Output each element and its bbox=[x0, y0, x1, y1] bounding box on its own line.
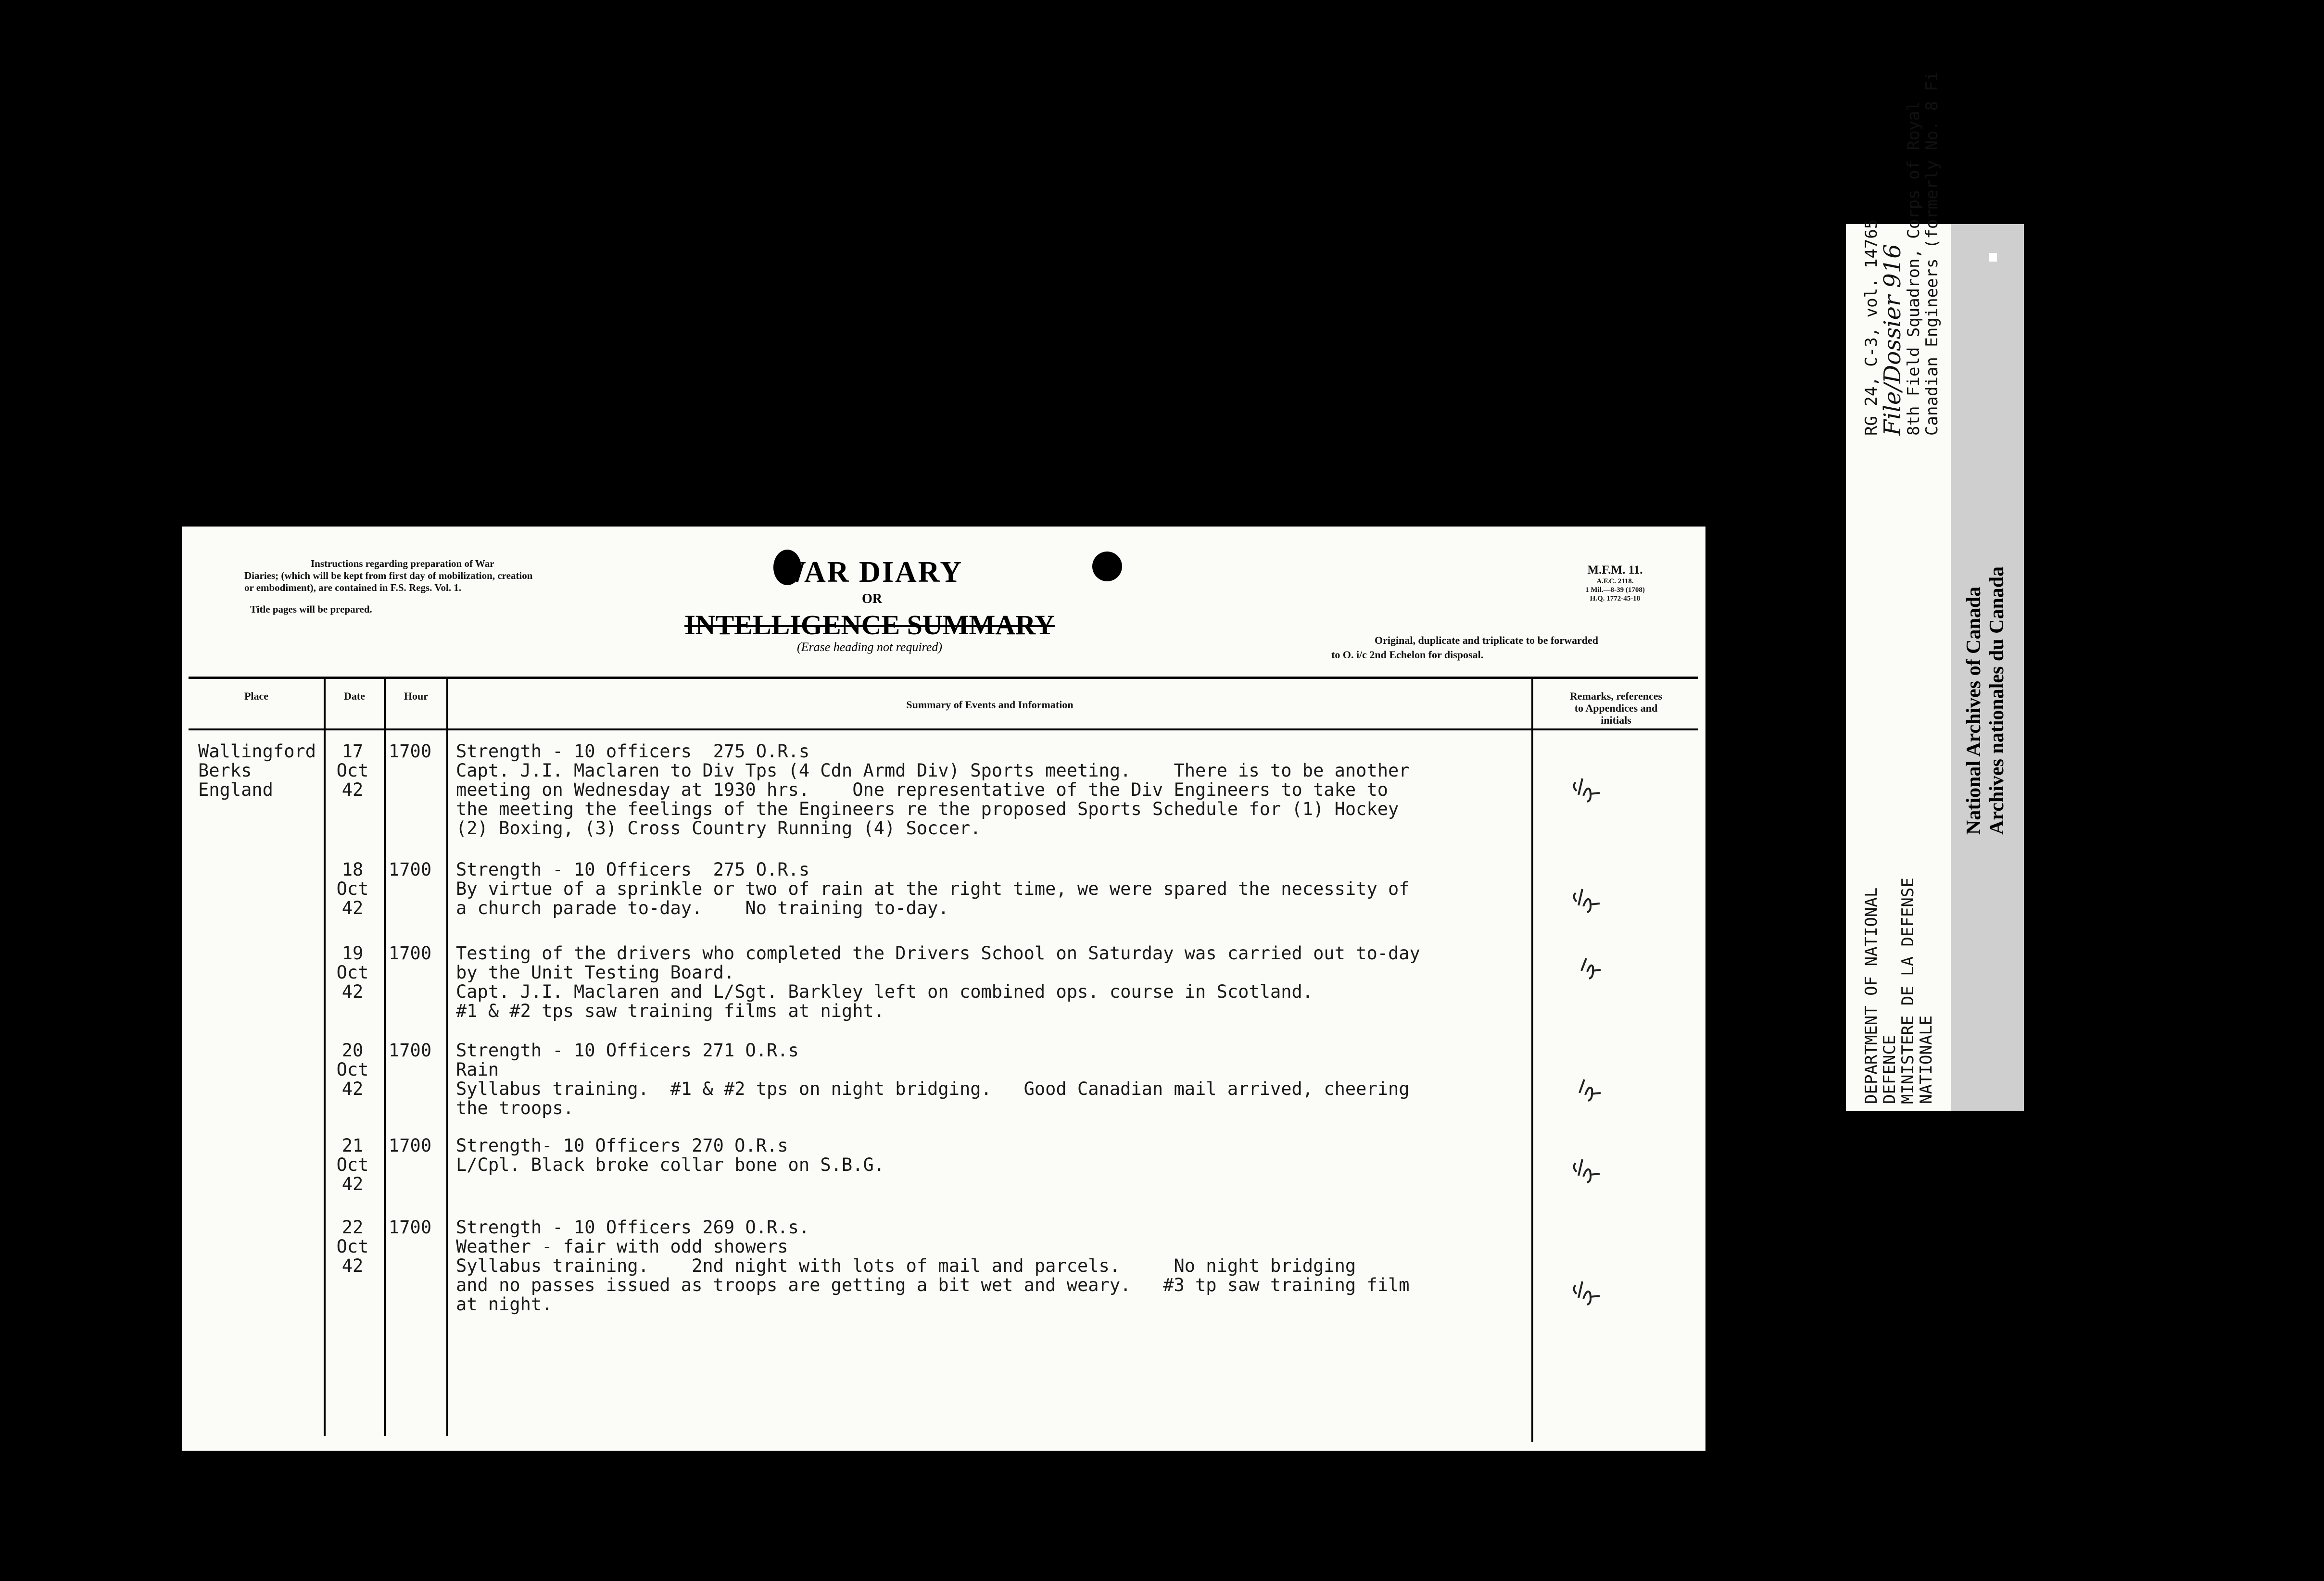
archive-label-strip bbox=[1846, 71, 1951, 1111]
col-divider-remarks bbox=[1531, 677, 1533, 1442]
archive-label-gray-strip bbox=[1951, 224, 2024, 1111]
place-line2: Berks bbox=[198, 760, 252, 781]
initials-signature bbox=[1562, 1153, 1639, 1186]
col-header-hour: Hour bbox=[404, 690, 429, 702]
form-ref-3: H.Q. 1772-45-18 bbox=[1590, 595, 1641, 602]
col-header-place: Place bbox=[244, 690, 269, 702]
initials-signature bbox=[1562, 950, 1639, 983]
entry-day: 22 bbox=[341, 1217, 364, 1238]
entry-date bbox=[321, 742, 384, 800]
instructions-text: Diaries; (which will be kept from first day of mobilization, creation or embodiment), are contained in F.S. Regs. Vol. 1. bbox=[244, 570, 533, 593]
initials-signature bbox=[1562, 772, 1639, 805]
dept-line2: DEFENCE bbox=[1880, 1035, 1899, 1104]
instructions-line1: Instructions regarding preparation of War bbox=[311, 558, 494, 569]
entry-text: Strength - 10 Officers 275 O.R.s By virtue of a sprinkle or two of rain at the right time, we were spared the necessity of a church parade to-day. No training to-day. bbox=[456, 859, 1410, 918]
national-archives-label bbox=[1962, 566, 2008, 835]
form-ref-1: A.F.C. 2118. bbox=[1596, 577, 1634, 585]
form-title bbox=[682, 555, 1115, 654]
place-line3: England bbox=[198, 779, 273, 800]
nac-french: Archives nationales du Canada bbox=[1986, 566, 2008, 835]
remarks-line2: to Appendices and bbox=[1574, 702, 1658, 714]
entry-date bbox=[321, 1136, 384, 1194]
entry-month: Oct bbox=[336, 1236, 369, 1257]
archive-ref-line1: RG 24, C-3, vol. 14765 bbox=[1862, 219, 1881, 436]
archive-ref-line2: File/Dossier 916 bbox=[1879, 244, 1906, 436]
disposal-note-line1: Original, duplicate and triplicate to be forwarded bbox=[1375, 634, 1599, 646]
disposal-note bbox=[1331, 633, 1697, 662]
entry-date bbox=[321, 1218, 384, 1276]
entry-hour: 1700 bbox=[389, 859, 432, 880]
nac-english: National Archives of Canada bbox=[1963, 586, 1985, 835]
place-line1: Wallingford bbox=[198, 741, 316, 762]
form-code: M.F.M. 11. bbox=[1587, 564, 1643, 577]
col-divider-date bbox=[384, 677, 386, 1436]
war-diary-title: WAR DIARY bbox=[776, 556, 963, 589]
archive-ref-line3: 8th Field Squadron, Corps of Royal bbox=[1904, 101, 1923, 436]
entry-date bbox=[321, 1041, 384, 1099]
entry-text: Strength - 10 Officers 271 O.R.s Rain Syllabus training. #1 & #2 tps on night bridging. Good Canadian mail arrived, cheering the troops. bbox=[456, 1040, 1410, 1118]
entry-month: Oct bbox=[336, 878, 369, 899]
entry-text: Strength- 10 Officers 270 O.R.s L/Cpl. Black broke collar bone on S.B.G. bbox=[456, 1135, 885, 1175]
entry-day: 21 bbox=[341, 1135, 364, 1156]
entry-month: Oct bbox=[336, 760, 369, 781]
entry-day: 20 bbox=[341, 1040, 364, 1061]
col-header-summary: Summary of Events and Information bbox=[906, 699, 1074, 711]
entry-month: Oct bbox=[336, 1059, 369, 1080]
entry-year: 42 bbox=[341, 779, 364, 800]
remarks-line1: Remarks, references bbox=[1569, 690, 1663, 702]
erase-heading-note: (Erase heading not required) bbox=[796, 640, 943, 654]
entry-date bbox=[321, 944, 384, 1002]
dept-line3: MINISTERE DE LA DEFENSE bbox=[1898, 878, 1918, 1104]
place-cell bbox=[198, 742, 316, 800]
archive-reference bbox=[1862, 72, 1941, 436]
title-pages-note: Title pages will be prepared. bbox=[250, 603, 372, 615]
form-code-block bbox=[1562, 564, 1668, 603]
entry-day: 19 bbox=[341, 943, 364, 964]
entry-text: Strength - 10 officers 275 O.R.s Capt. J.I. Maclaren to Div Tps (4 Cdn Armd Div) Sports meeting. There is to be another meeting on Wednesday at 1930 hrs. One representative of the Div Engineers to take to the meeting the feelings of the Engineers re the proposed Sports Schedule for (1) Hockey (2) Boxing, (3) Cross Country Running (4) Soccer. bbox=[456, 741, 1410, 839]
col-header-date: Date bbox=[344, 690, 365, 702]
header-bottom-rule bbox=[189, 728, 1698, 730]
entry-month: Oct bbox=[336, 1154, 369, 1175]
remarks-line3: initials bbox=[1601, 714, 1631, 726]
entry-year: 42 bbox=[341, 981, 364, 1002]
entry-hour: 1700 bbox=[389, 1040, 432, 1061]
entry-date bbox=[321, 860, 384, 918]
entry-hour: 1700 bbox=[389, 741, 432, 762]
dept-line4: NATIONALE bbox=[1917, 1015, 1936, 1104]
entry-text: Strength - 10 Officers 269 O.R.s. Weather - fair with odd showers Syllabus training. 2nd night with lots of mail and parcels. No night bridging and no passes issued as troops are getting a bit wet and weary. #3 tp saw training film at night. bbox=[456, 1217, 1410, 1315]
entry-hour: 1700 bbox=[389, 943, 432, 964]
war-diary-sheet bbox=[182, 527, 1705, 1451]
col-divider-hour bbox=[446, 677, 448, 1436]
entry-day: 18 bbox=[341, 859, 364, 880]
entry-year: 42 bbox=[341, 1079, 364, 1099]
archive-ref-line4: Canadian Engineers (formerly No. 8 Fi bbox=[1922, 71, 1942, 436]
initials-signature bbox=[1562, 1275, 1639, 1308]
entry-day: 17 bbox=[341, 741, 364, 762]
or-label: OR bbox=[862, 591, 882, 606]
entry-year: 42 bbox=[341, 898, 364, 918]
initials-signature bbox=[1562, 882, 1639, 916]
department-stamp bbox=[1862, 878, 1935, 1104]
initials-signature bbox=[1562, 1072, 1639, 1105]
entry-hour: 1700 bbox=[389, 1135, 432, 1156]
disposal-note-line2: to O. i/c 2nd Echelon for disposal. bbox=[1331, 649, 1484, 661]
col-header-remarks bbox=[1534, 690, 1698, 726]
dept-line1: DEPARTMENT OF NATIONAL bbox=[1862, 887, 1881, 1104]
entry-month: Oct bbox=[336, 962, 369, 983]
entry-hour: 1700 bbox=[389, 1217, 432, 1238]
table-top-rule bbox=[189, 677, 1698, 679]
entry-year: 42 bbox=[341, 1255, 364, 1276]
entry-year: 42 bbox=[341, 1174, 364, 1194]
instructions-note bbox=[244, 558, 533, 615]
entry-text: Testing of the drivers who completed the Drivers School on Saturday was carried out to-day by the Unit Testing Board. Capt. J.I. Maclaren and L/Sgt. Barkley left on combined ops. course in Scotland. #1 & #2 tps saw training films at night. bbox=[456, 943, 1420, 1021]
form-ref-2: 1 Mil.—8-39 (1708) bbox=[1585, 586, 1645, 594]
intelligence-summary-title: INTELLIGENCE SUMMARY bbox=[684, 609, 1055, 640]
